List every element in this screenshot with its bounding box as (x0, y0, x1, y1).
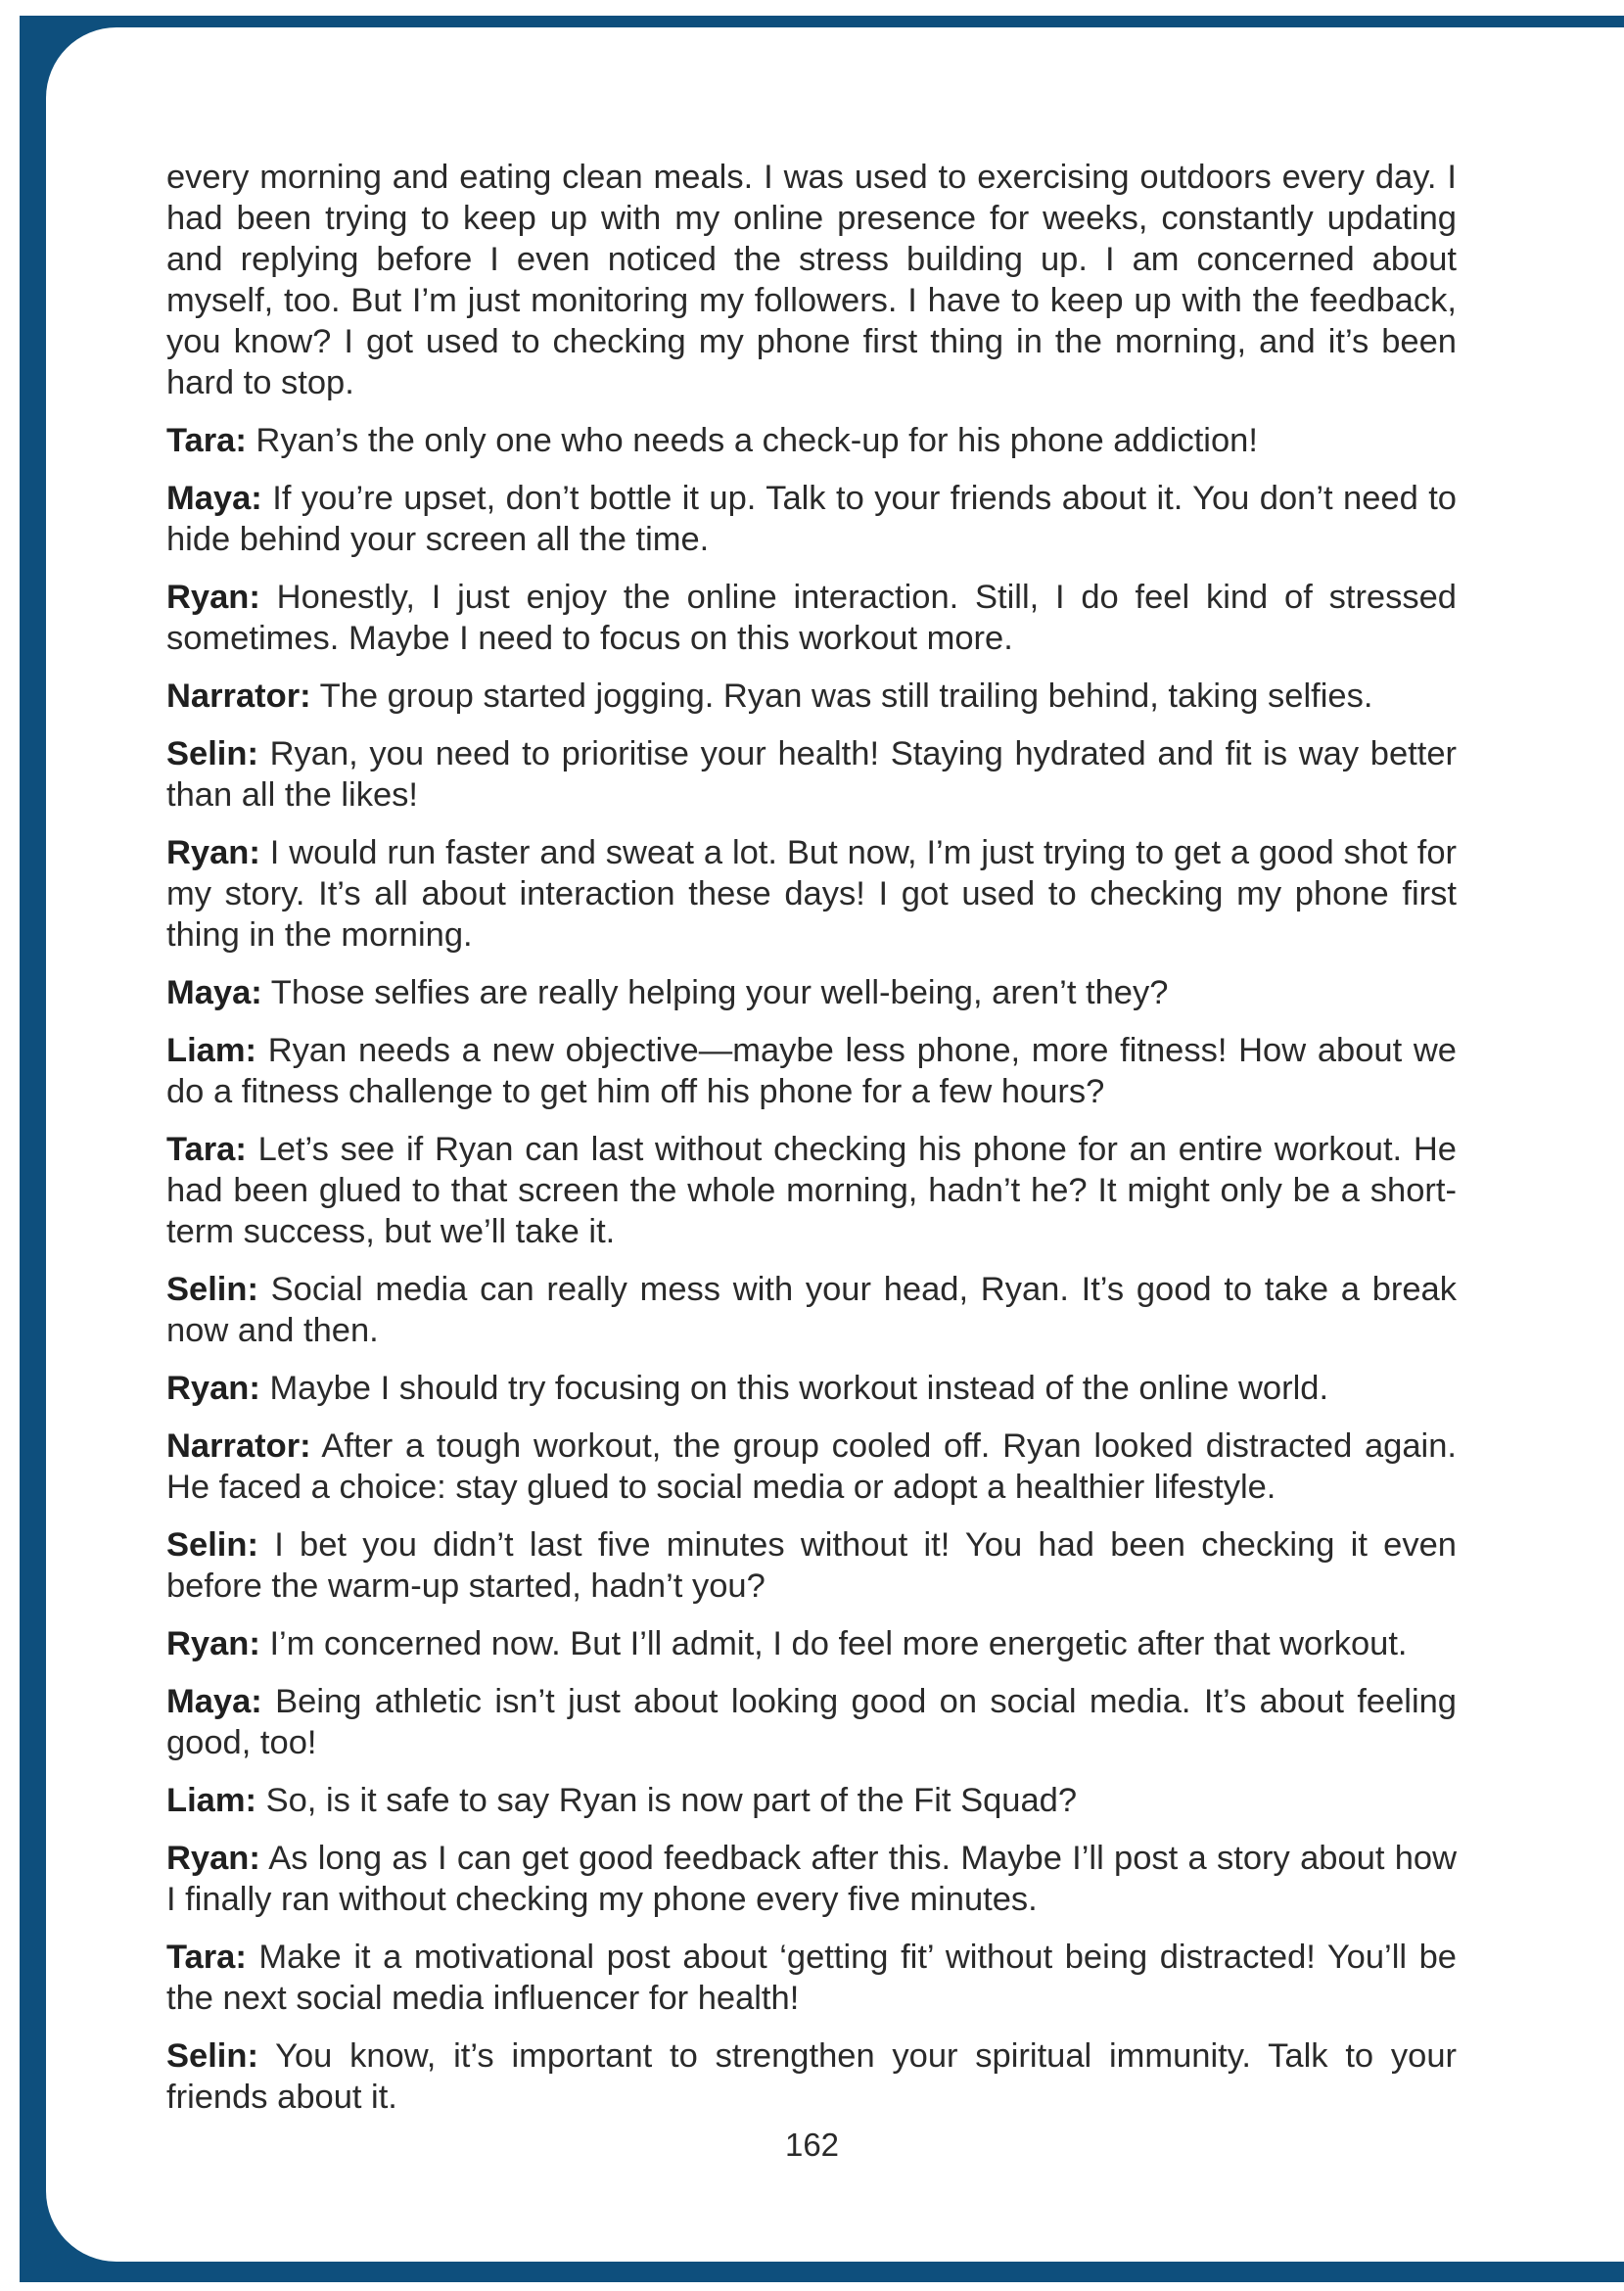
speaker-name: Selin: (166, 735, 258, 772)
intro-paragraph: every morning and eating clean meals. I was used to exercising outdoors every day. I had been trying to keep up with my online presence for weeks, constantly updating and replying before I even noticed the stress building up. I am concerned about myself, too. But I’m just monitoring my followers. I have to keep up with the feedback, you know? I got used to checking my phone first thing in the morning, and it’s been hard to stop. (166, 159, 1457, 401)
speaker-name: Narrator: (166, 1427, 311, 1465)
dialogue-text: Maybe I should try focusing on this workout instead of the online world. (259, 1370, 1329, 1407)
dialogue-line (166, 832, 1457, 956)
speaker-name: Selin: (166, 1526, 258, 1564)
dialogue-line (166, 1780, 1457, 1821)
body-text (166, 157, 1457, 2134)
speaker-name: Tara: (166, 1131, 247, 1168)
dialogue-line (166, 1838, 1457, 1920)
dialogue-text: Ryan, you need to prioritise your health! Staying hydrated and fit is way better than all the likes! (166, 735, 1457, 814)
speaker-name: Narrator: (166, 678, 311, 715)
dialogue-text: I would run faster and sweat a lot. But now, I’m just trying to get a good shot for my story. It’s all about interaction these days! I got used to checking my phone first thing in the morning. (166, 834, 1457, 954)
speaker-name: Ryan: (166, 1370, 260, 1407)
dialogue-text: Being athletic isn’t just about looking good on social media. It’s about feeling good, too! (166, 1683, 1457, 1761)
speaker-name: Ryan: (166, 1625, 260, 1662)
dialogue-line (166, 1426, 1457, 1508)
speaker-name: Maya: (166, 1683, 262, 1720)
speaker-name: Ryan: (166, 834, 260, 871)
dialogue-line (166, 1269, 1457, 1351)
dialogue-line (166, 1623, 1457, 1664)
dialogue-line (166, 1937, 1457, 2019)
speaker-name: Selin: (166, 1271, 258, 1308)
speaker-name: Maya: (166, 480, 262, 517)
dialogue-text: I’m concerned now. But I’ll admit, I do feel more energetic after that workout. (259, 1625, 1408, 1662)
dialogue-line (166, 1524, 1457, 1607)
dialogue-line (166, 1681, 1457, 1763)
page-number: 162 (784, 2127, 840, 2163)
dialogue-line (166, 733, 1457, 816)
dialogue-text: Honestly, I just enjoy the online interaction. Still, I do feel kind of stressed sometimes. Maybe I need to focus on this workout more. (166, 579, 1457, 657)
dialogue-line (166, 577, 1457, 659)
speaker-name: Selin: (166, 2037, 258, 2075)
dialogue-line (166, 478, 1457, 560)
dialogue-line (166, 1030, 1457, 1112)
dialogue-text: If you’re upset, don’t bottle it up. Talk to your friends about it. You don’t need to hide behind your screen all the time. (166, 480, 1457, 558)
dialogue-text: After a tough workout, the group cooled off. Ryan looked distracted again. He faced a choice: stay glued to social media or adopt a healthier lifestyle. (166, 1427, 1457, 1506)
speaker-name: Maya: (166, 974, 262, 1011)
dialogue-text: You know, it’s important to strengthen your spiritual immunity. Talk to your friends about it. (166, 2037, 1457, 2116)
speaker-name: Liam: (166, 1032, 257, 1069)
dialogue-line (166, 420, 1457, 461)
dialogue-text: So, is it safe to say Ryan is now part of the Fit Squad? (256, 1782, 1078, 1819)
dialogue-line (166, 1129, 1457, 1252)
dialogue-text: Ryan needs a new objective—maybe less phone, more fitness! How about we do a fitness challenge to get him off his phone for a few hours? (166, 1032, 1457, 1110)
dialogue-text: Social media can really mess with your head, Ryan. It’s good to take a break now and then. (166, 1271, 1457, 1349)
dialogue-text: The group started jogging. Ryan was still trailing behind, taking selfies. (310, 678, 1373, 715)
dialogue-text: Ryan’s the only one who needs a check-up for his phone addiction! (246, 422, 1258, 459)
dialogue-text: I bet you didn’t last five minutes without it! You had been checking it even before the warm-up started, hadn’t you? (166, 1526, 1457, 1605)
speaker-name: Liam: (166, 1782, 257, 1819)
speaker-name: Ryan: (166, 579, 260, 616)
dialogue-text: Make it a motivational post about ‘getting fit’ without being distracted! You’ll be the next social media influencer for health! (166, 1939, 1457, 2017)
dialogue-text: Let’s see if Ryan can last without checking his phone for an entire workout. He had been glued to that screen the whole morning, hadn’t he? It might only be a short-term success, but we’ll take it. (166, 1131, 1457, 1250)
dialogue-line (166, 676, 1457, 717)
speaker-name: Tara: (166, 1939, 247, 1976)
dialogue-line (166, 2035, 1457, 2118)
dialogue-text: As long as I can get good feedback after this. Maybe I’ll post a story about how I finally ran without checking my phone every five minutes. (166, 1840, 1457, 1918)
dialogue-line (166, 972, 1457, 1013)
dialogue-text: Those selfies are really helping your well-being, aren’t they? (261, 974, 1169, 1011)
dialogue-line (166, 1368, 1457, 1409)
speaker-name: Ryan: (166, 1840, 260, 1877)
speaker-name: Tara: (166, 422, 247, 459)
